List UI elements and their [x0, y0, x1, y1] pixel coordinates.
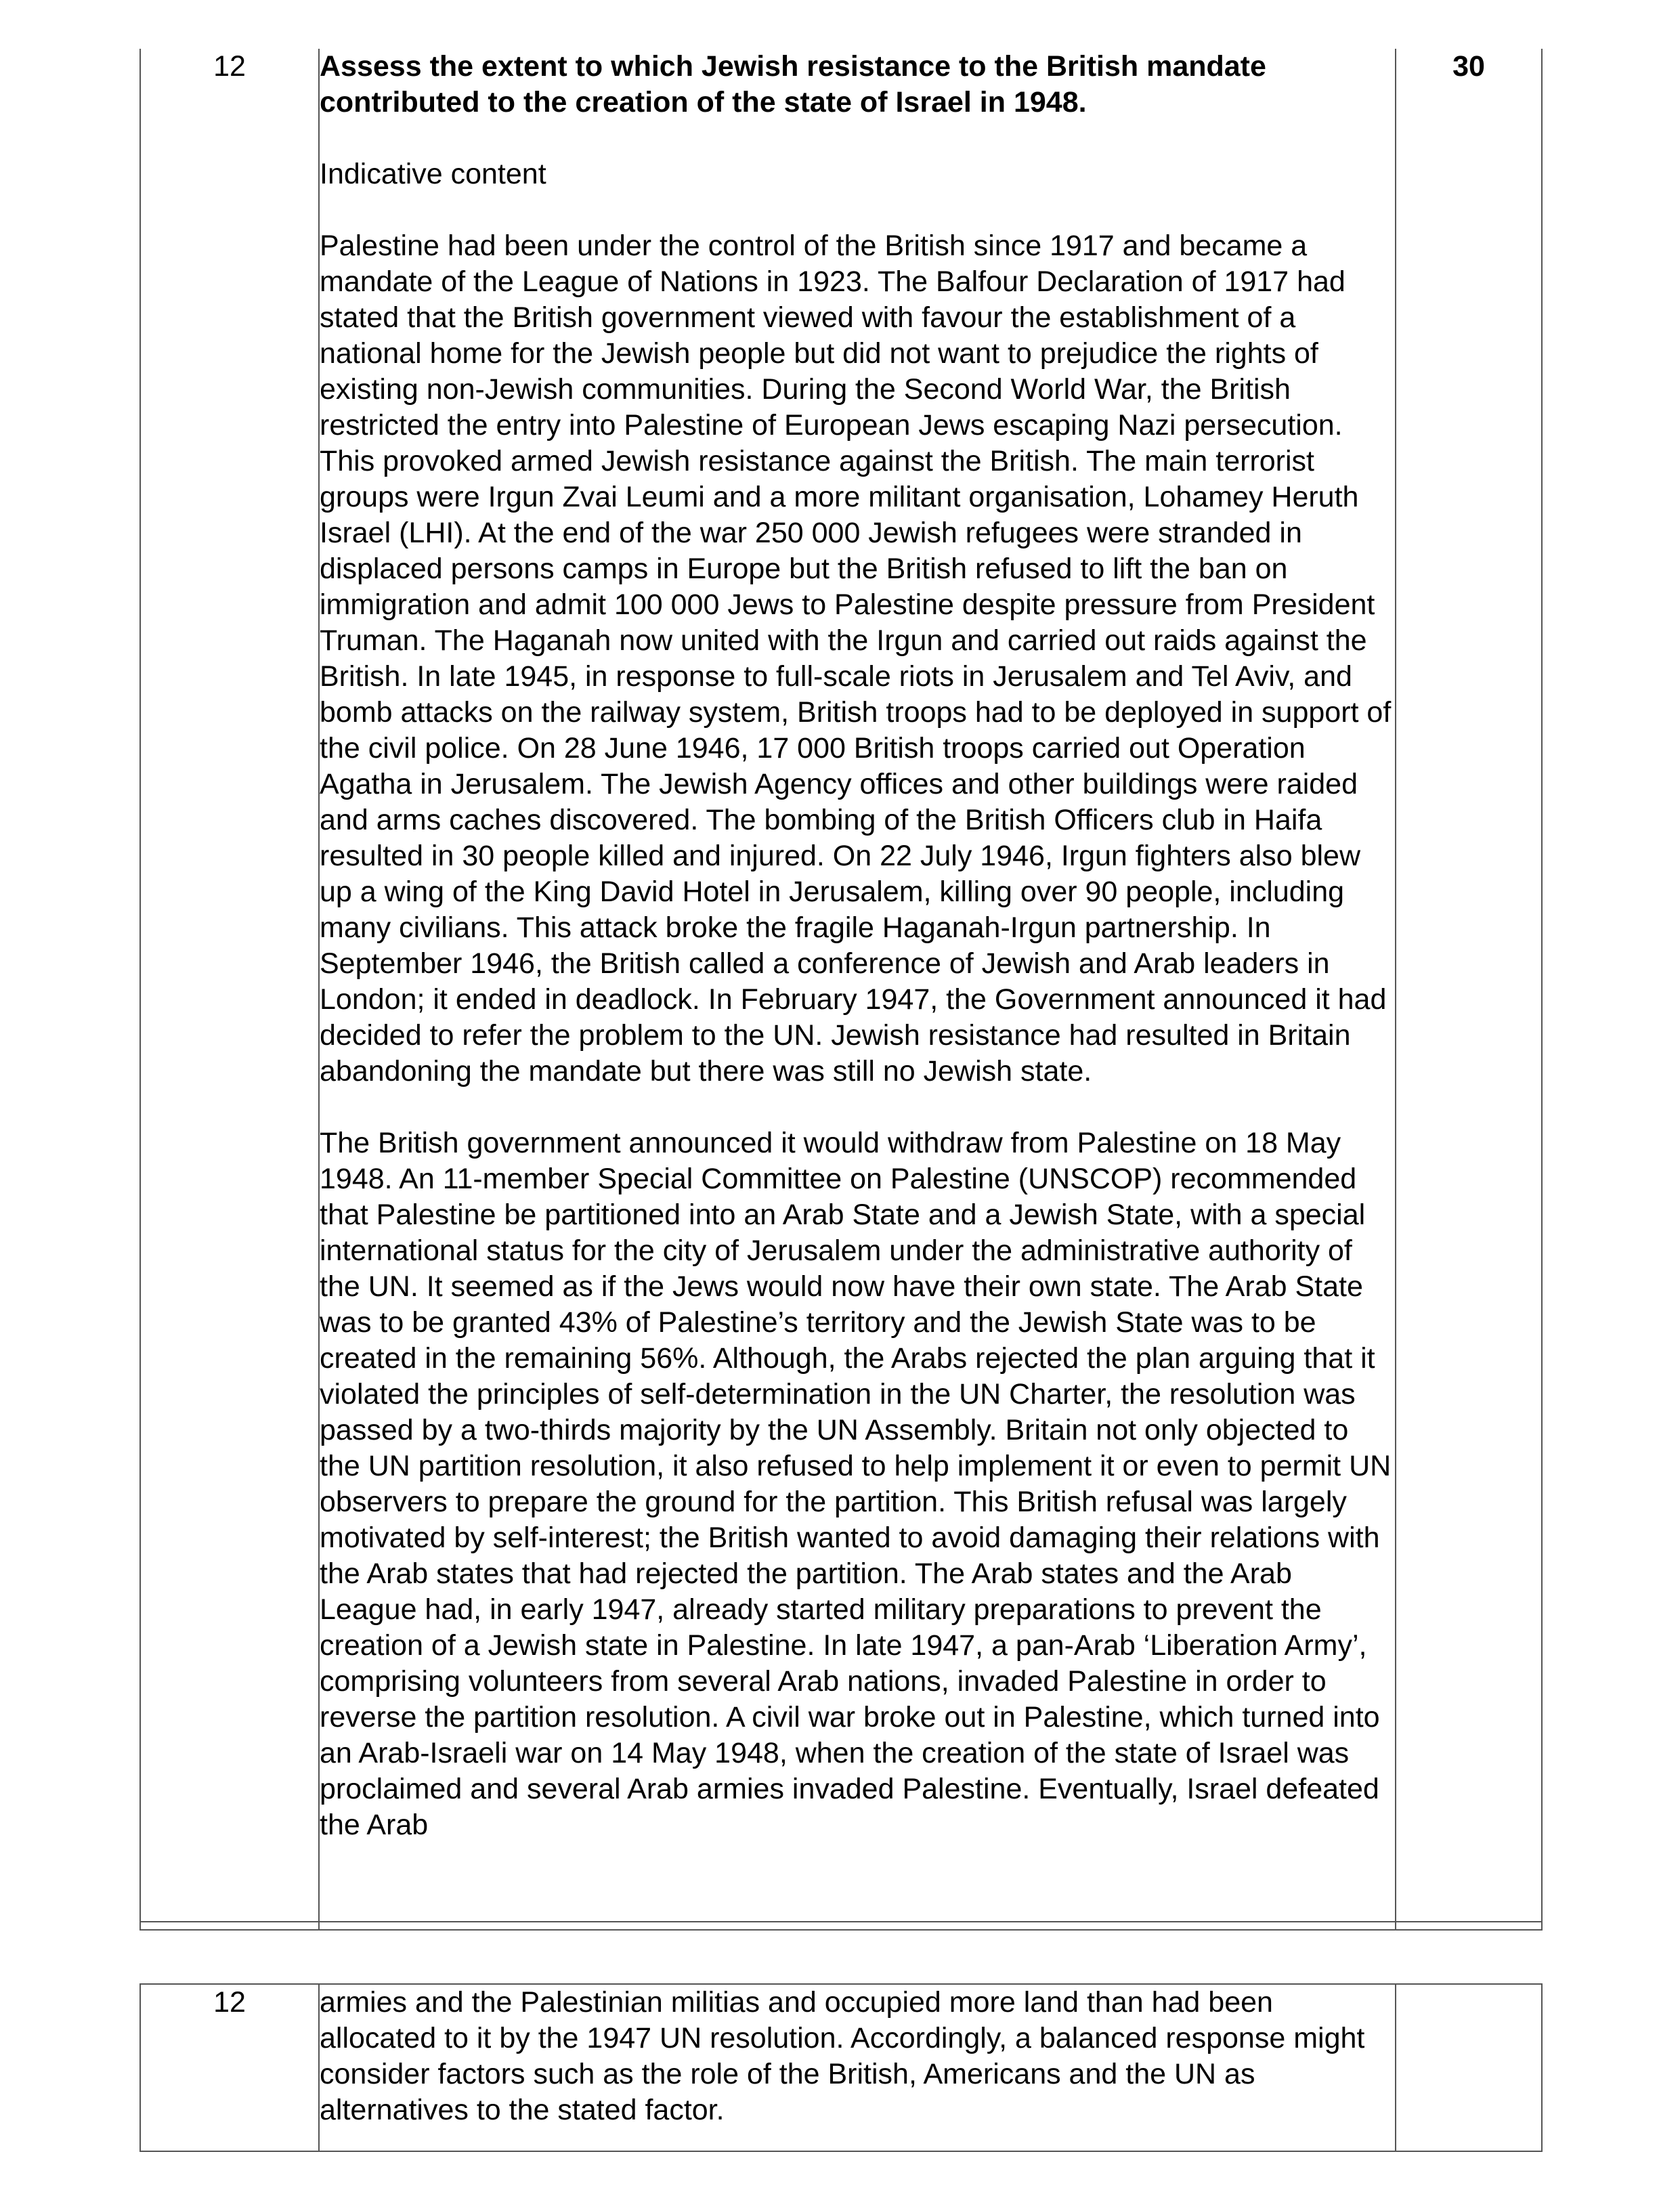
- question-number: 12: [140, 49, 319, 1922]
- mark-scheme-table-continued: [139, 1983, 1543, 2152]
- question-number-continued: 12: [140, 1984, 319, 2151]
- answer-guidance-cell: [319, 49, 1396, 1922]
- guidance-paragraph-continued: armies and the Palestinian militias and occupied more land than had been allocated to it by the 1947 UN resolution. Accordingly, a balanced response might consider factors such as the role of the British, Americans and the UN as alternatives to the stated factor.: [320, 1986, 1365, 2126]
- answer-guidance-cell-continued: [319, 1984, 1396, 2151]
- question-text: Assess the extent to which Jewish resistance to the British mandate contributed to the creation of the state of Israel in 1948.: [320, 50, 1266, 118]
- row-separator: [140, 1922, 1542, 1930]
- guidance-paragraph-2: The British government announced it would withdraw from Palestine on 18 May 1948. An 11-member Special Committee on Palestine (UNSCOP) recommended that Palestine be partitioned into an Arab State and a Jewish State, with a special international status for the city of Jerusalem under the administrative authority of the UN. It seemed as if the Jews would now have their own state. The Arab State was to be granted 43% of Palestine’s territory and the Jewish State was to be created in the remaining 56%. Although, the Arabs rejected the plan arguing that it violated the principles of self-determination in the UN Charter, the resolution was passed by a two-thirds majority by the UN Assembly. Britain not only objected to the UN partition resolution, it also refused to help implement it or even to permit UN observers to prepare the ground for the partition. This British refusal was largely motivated by self-interest; the British wanted to avoid damaging their relations with the Arab states that had rejected the partition. The Arab states and the Arab League had, in early 1947, already started military preparations to prevent the creation of a Jewish state in Palestine. In late 1947, a pan-Arab ‘Liberation Army’, comprising volunteers from several Arab nations, invaded Palestine in order to reverse the partition resolution. A civil war broke out in Palestine, which turned into an Arab-Israeli war on 14 May 1948, when the creation of the state of Israel was proclaimed and several Arab armies invaded Palestine. Eventually, Israel defeated the Arab: [320, 1127, 1392, 1841]
- guidance-paragraph-1: Palestine had been under the control of the British since 1917 and became a mandate of the League of Nations in 1923. The Balfour Declaration of 1917 had stated that the British government viewed with favour the establishment of a national home for the Jewish people but did not want to prejudice the rights of existing non-Jewish communities. During the Second World War, the British restricted the entry into Palestine of European Jews escaping Nazi persecution. This provoked armed Jewish resistance against the British. The main terrorist groups were Irgun Zvai Leumi and a more militant organisation, Lohamey Heruth Israel (LHI). At the end of the war 250 000 Jewish refugees were stranded in displaced persons camps in Europe but the British refused to lift the ban on immigration and admit 100 000 Jews to Palestine despite pressure from President Truman. The Haganah now united with the Irgun and carried out raids against the British. In late 1945, in response to full-scale riots in Jerusalem and Tel Aviv, and bomb attacks on the railway system, British troops had to be deployed in support of the civil police. On 28 June 1946, 17 000 British troops carried out Operation Agatha in Jerusalem. The Jewish Agency offices and other buildings were raided and arms caches discovered. The bombing of the British Officers club in Haifa resulted in 30 people killed and injured. On 22 July 1946, Irgun fighters also blew up a wing of the King David Hotel in Jerusalem, killing over 90 people, including many civilians. This attack broke the fragile Haganah-Irgun partnership. In September 1946, the British called a conference of Jewish and Arab leaders in London; it ended in deadlock. In February 1947, the Government announced it had decided to refer the problem to the UN. Jewish resistance had resulted in Britain abandoning the mandate but there was still no Jewish state.: [320, 230, 1392, 1087]
- marks-cell-empty: [1396, 1984, 1542, 2151]
- question-row-continued: [140, 1984, 1542, 2151]
- question-row: [140, 49, 1542, 1922]
- marks-value: 30: [1396, 49, 1542, 1922]
- mark-scheme-table: [139, 49, 1543, 1931]
- indicative-content-label: Indicative content: [320, 158, 546, 190]
